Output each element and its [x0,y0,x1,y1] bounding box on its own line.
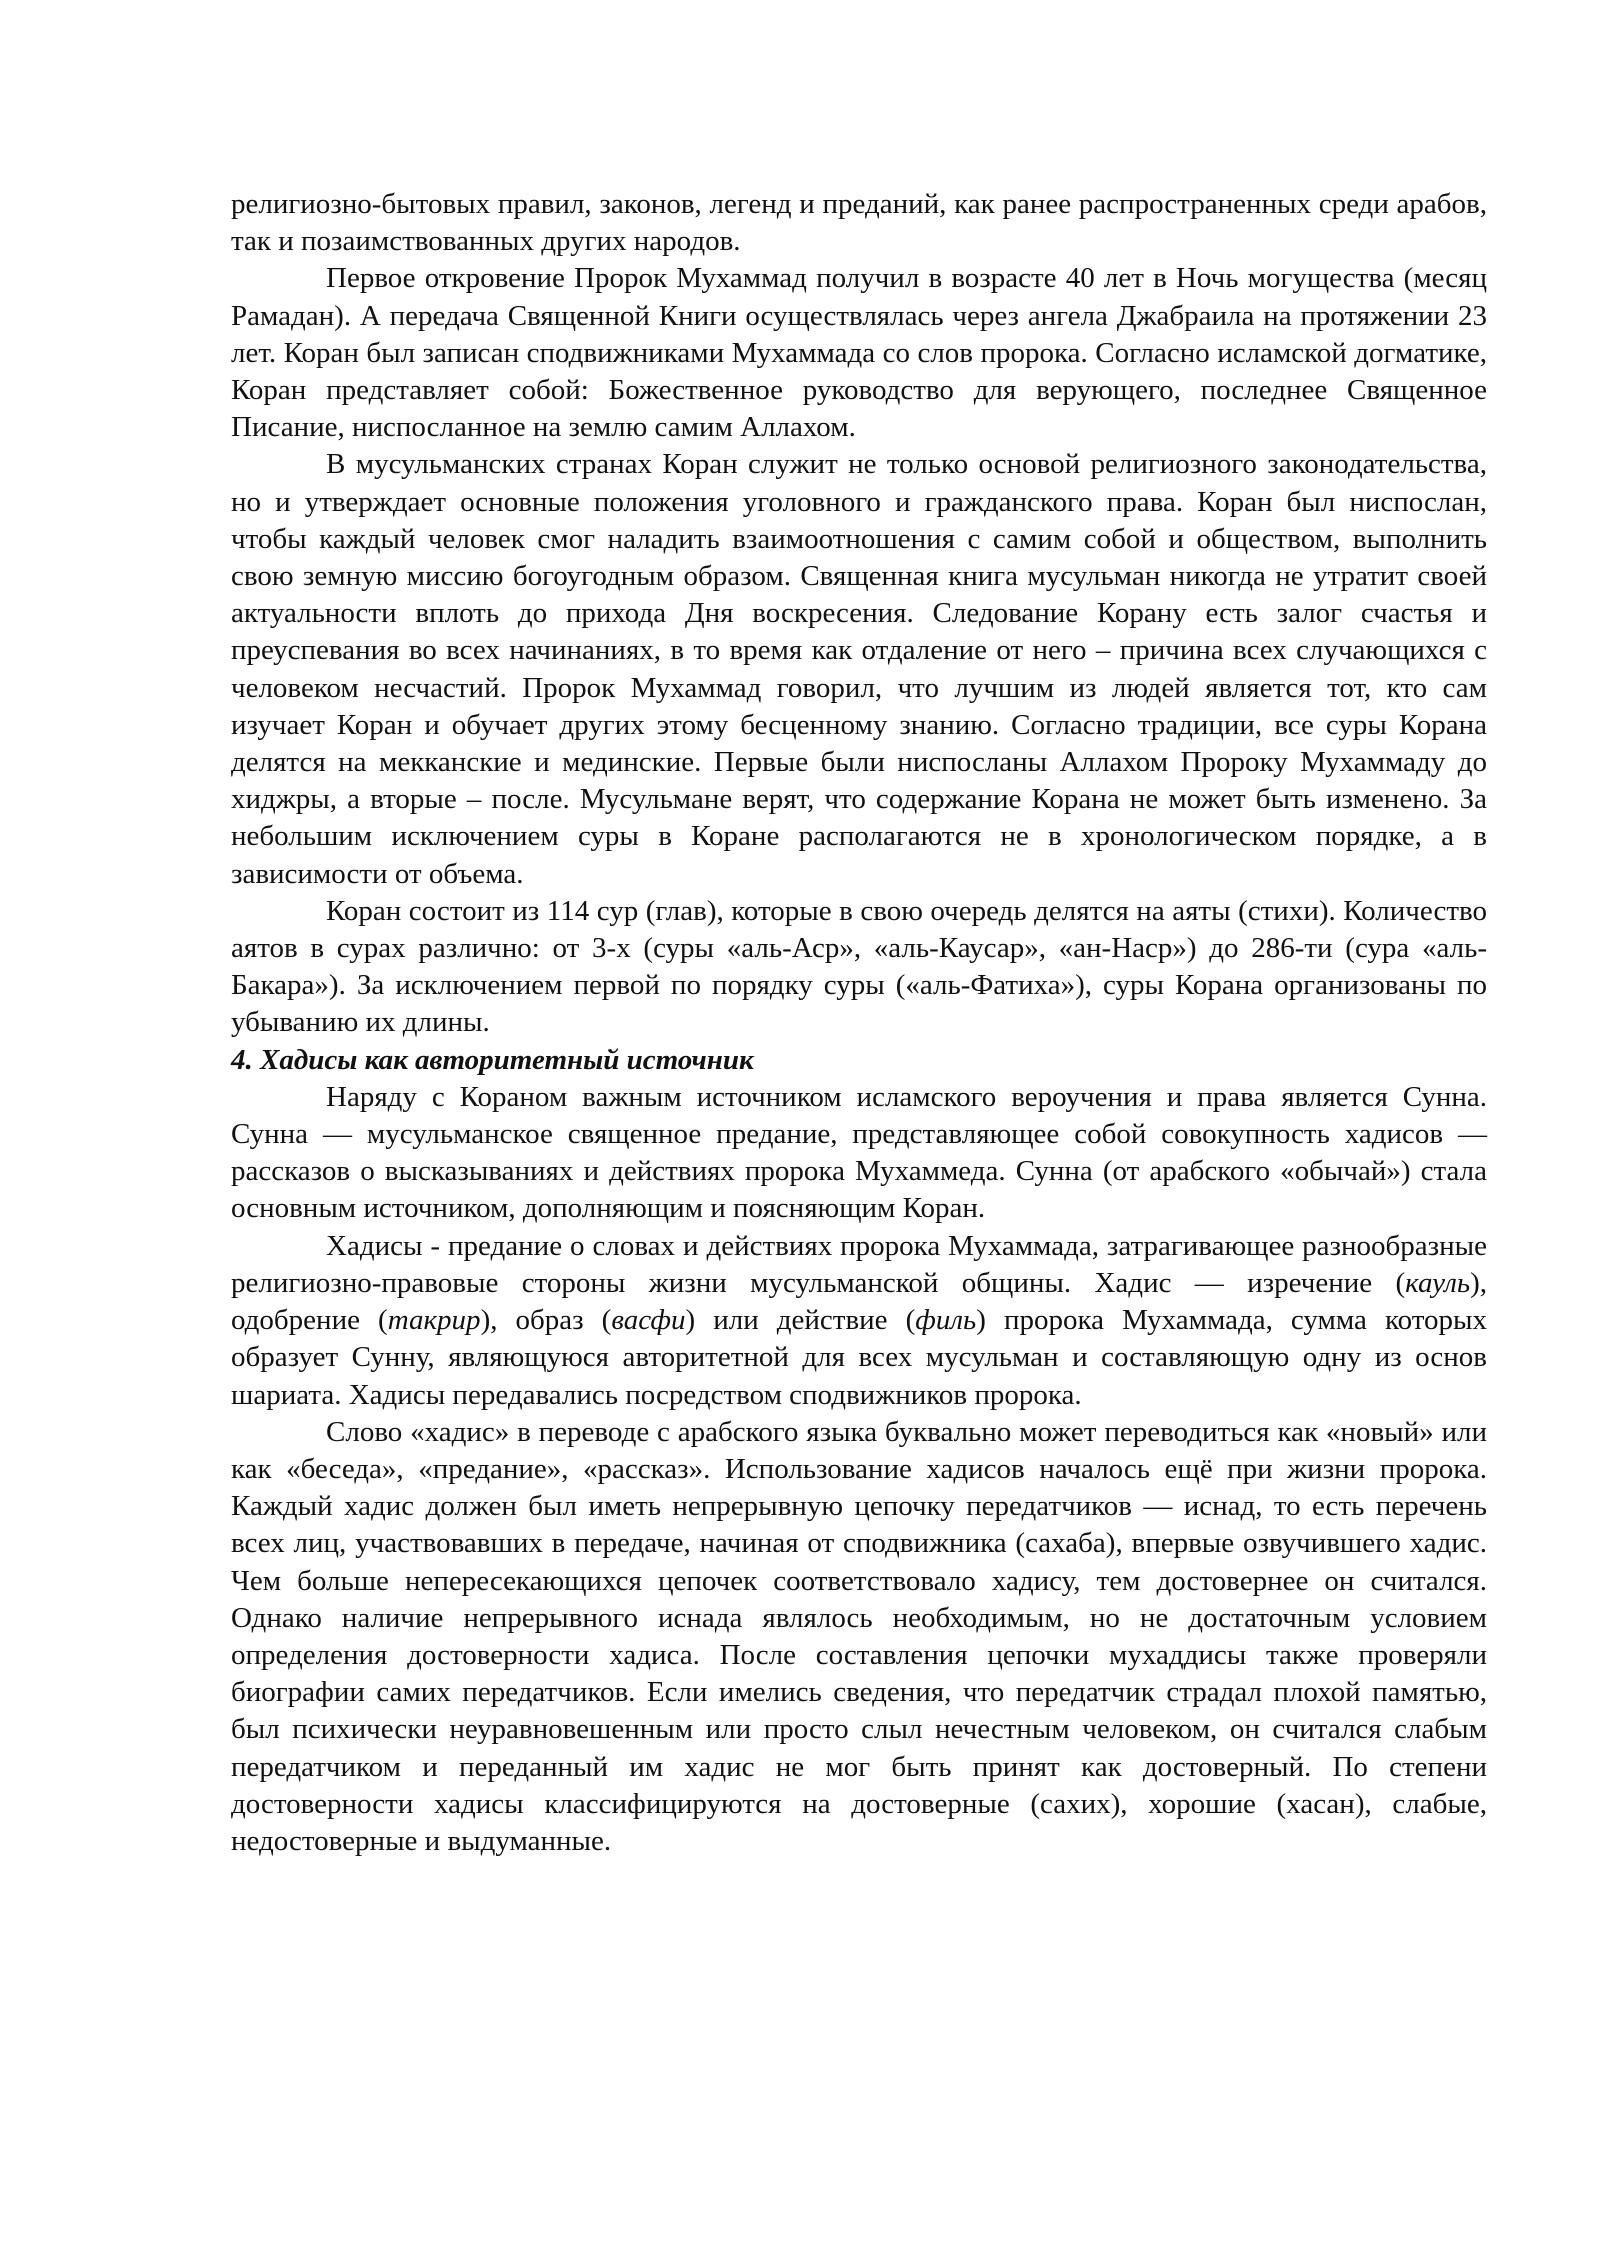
paragraph-1: религиозно-бытовых правил, законов, легенд и преданий, как ранее распространенных среди арабов, так и позаимствованных других народов. [231,188,1487,258]
paragraph-5: Наряду с Кораном важным источником исламского вероучения и права является Сунна. Сунна — мусульманское священное предание, представляющее собой совокупность хадисов — рассказов о высказываниях и действиях пророка Мухаммеда. Сунна (от арабского «обычай») стала основным источником, дополняющим и поясняющим Коран. [231,1080,1487,1225]
section-heading: 4. Хадисы как авторитетный источник [231,1043,754,1076]
term-fil: филь [915,1304,977,1337]
term-takrir: такрир [387,1304,481,1337]
paragraph-7: Слово «хадис» в переводе с арабского языка буквально может переводиться как «новый» или как «беседа», «предание», «рассказ». Использование хадисов началось ещё при жизни пророка. Каждый хадис должен был иметь непрерывную цепочку передатчиков — иснад, то есть перечень всех лиц, участвовавших в передаче, начиная от сподвижника (сахаба), впервые озвучившего хадис. Чем больше непересекающихся цепочек соответствовало хадису, тем достовернее он считался. Однако наличие непрерывного иснада являлось необходимым, но не достаточным условием определения достоверности хадиса. После составления цепочки мухаддисы также проверяли биографии самих передатчиков. Если имелись сведения, что передатчик страдал плохой памятью, был психически неуравновешенным или просто слыл нечестным человеком, он считался слабым передатчиком и переданный им хадис не мог быть принят как достоверный. По степени достоверности хадисы классифицируются на достоверные (сахих), хорошие (хасан), слабые, недостоверные и выдуманные. [231,1415,1487,1857]
term-kaul: кауль [1405,1266,1471,1299]
paragraph-6-text-c: ), образ ( [480,1304,612,1337]
paragraph-6-text-b: ), одобрение ( [231,1266,1487,1337]
paragraph-6-text-e: ) пророка Мухаммада, сумма которых образует Сунну, являющуюся авторитетной для всех мусульман и составляющую одну из основ шариата. Хадисы передавались посредством сподвижников пророка. [231,1304,1487,1411]
term-vasfi: васфи [611,1304,686,1337]
paragraph-6-text-d: ) или действие ( [685,1304,916,1337]
paragraph-6-text-a: Хадисы - предание о словах и действиях пророка Мухаммада, затрагивающее разнообразные религиозно-правовые стороны жизни мусульманской общины. Хадис — изречение ( [231,1229,1487,1299]
paragraph-2: Первое откровение Пророк Мухаммад получил в возрасте 40 лет в Ночь могущества (месяц Рамадан). А передача Священной Книги осуществлялась через ангела Джабраила на протяжении 23 лет. Коран был записан сподвижниками Мухаммада со слов пророка. Согласно исламской догматике, Коран представляет собой: Божественное руководство для верующего, последнее Священное Писание, ниспосланное на землю самим Аллахом. [231,262,1487,444]
paragraph-4: Коран состоит из 114 сур (глав), которые в свою очередь делятся на аяты (стихи). Количество аятов в сурах различно: от 3-х (суры «аль-Аср», «аль-Каусар», «ан-Наср») до 286-ти (сура «аль-Бакара»). За исключением первой по порядку суры («аль-Фатиха»), суры Корана организованы по убыванию их длины. [231,894,1487,1039]
paragraph-3: В мусульманских странах Коран служит не только основой религиозного законодательства, но и утверждает основные положения уголовного и гражданского права. Коран был ниспослан, чтобы каждый человек смог наладить взаимоотношения с самим собой и обществом, выполнить свою земную миссию богоугодным образом. Священная книга мусульман никогда не утратит своей актуальности вплоть до прихода Дня воскресения. Следование Корану есть залог счастья и преуспевания во всех начинаниях, в то время как отдаление от него – причина всех случающихся с человеком несчастий. Пророк Мухаммад говорил, что лучшим из людей является тот, кто сам изучает Коран и обучает других этому бесценному знанию. Согласно традиции, все суры Корана делятся на мекканские и мединские. Первые были ниспосланы Аллахом Пророку Мухаммаду до хиджры, а вторые – после. Мусульмане верят, что содержание Корана не может быть изменено. За небольшим исключением суры в Коране располагаются не в хронологическом порядке, а в зависимости от объема. [231,448,1487,890]
paragraph-6 [231,1228,1487,1414]
document-page [231,186,1487,1860]
